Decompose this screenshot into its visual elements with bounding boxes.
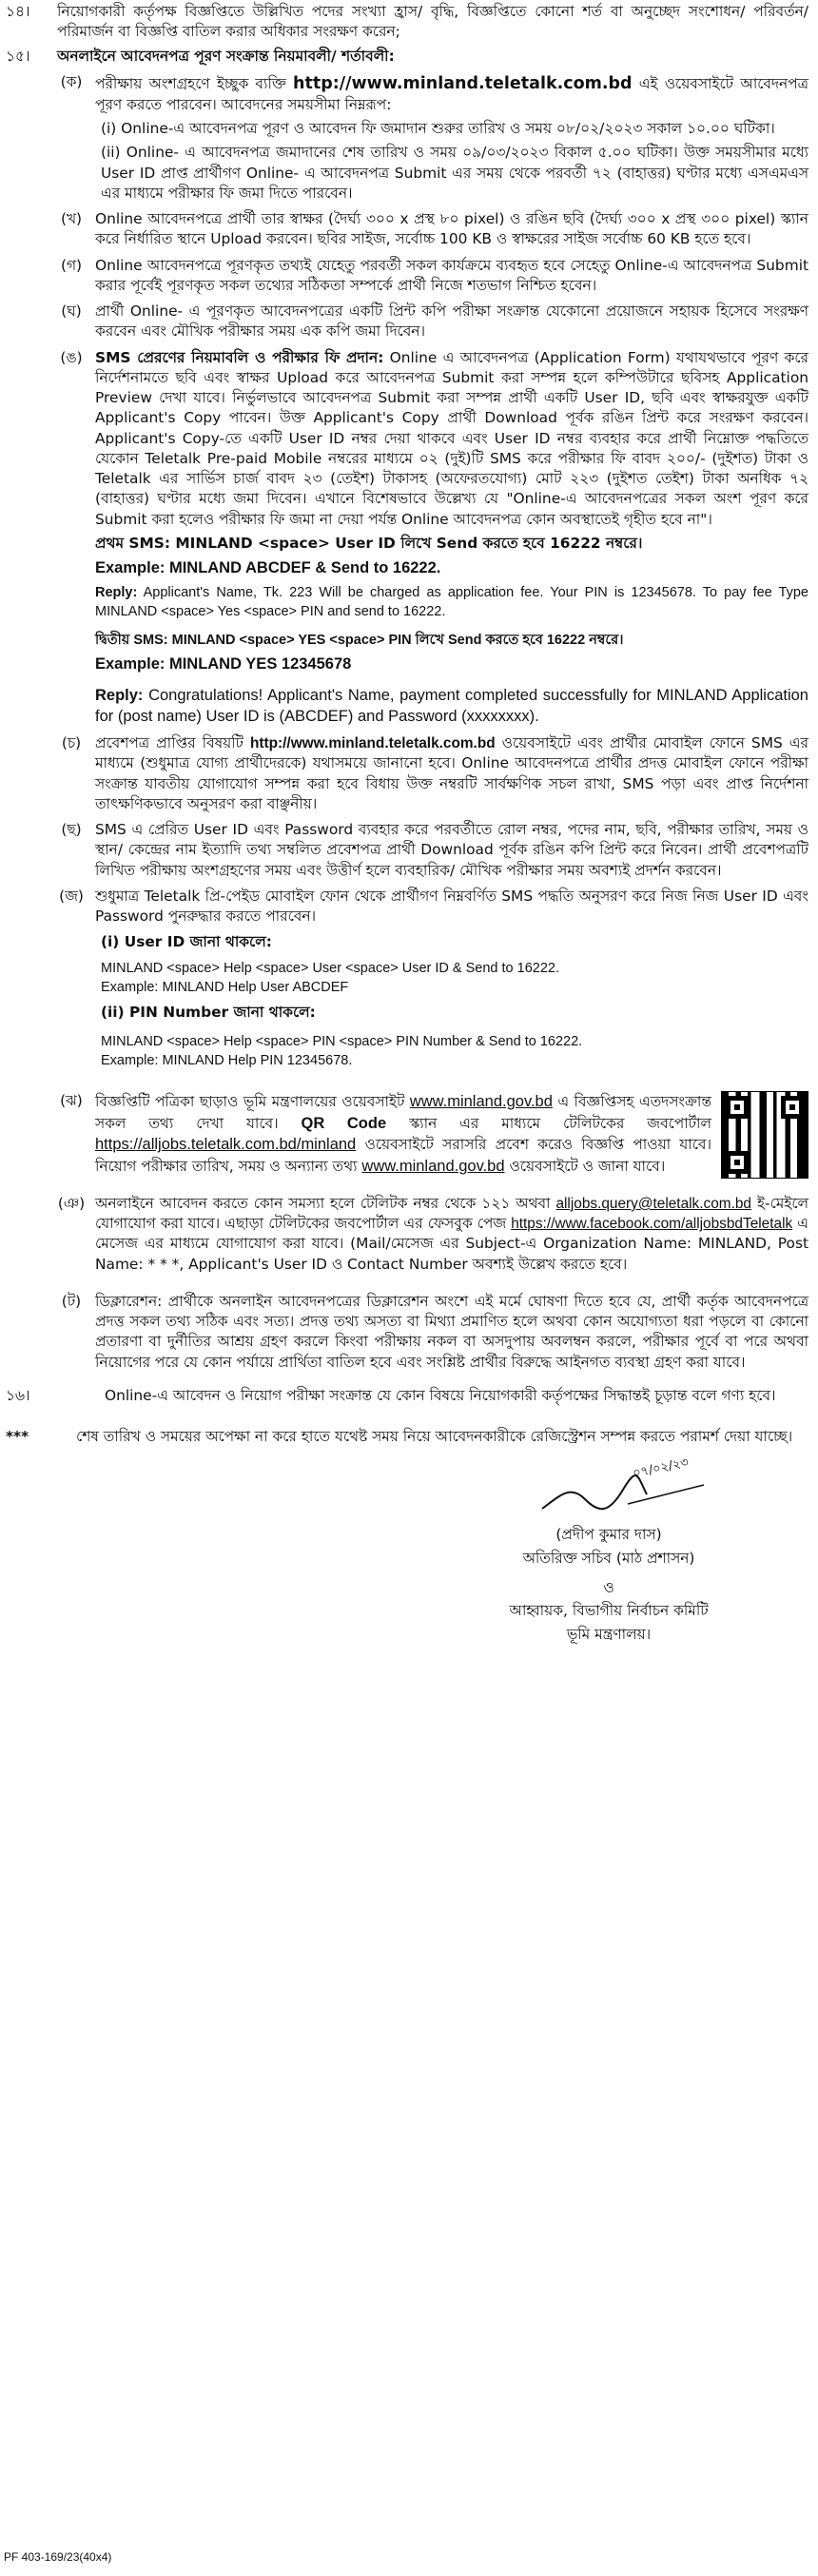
advisory-note — [0, 1427, 808, 1447]
clause-text: ওয়েবসাইটে ও জানা যাবে। — [509, 1158, 666, 1176]
signature-date: ০৭/০২/২৩ — [631, 1455, 691, 1482]
jobportal-link[interactable]: https://alljobs.teletalk.com.bd/minland — [95, 1136, 357, 1154]
clause-text: এই ওয়েবসাইটে আবেদনপত্র পূরণ করতে পারবেন। আবেদনের সময়সীমা নিম্নরূপ: — [95, 74, 808, 113]
note-stars: *** — [6, 1428, 29, 1446]
clause-heading: SMS প্রেরণের নিয়মাবলি ও পরীক্ষার ফি প্রদান: — [95, 348, 384, 366]
section-14 — [0, 2, 808, 43]
signatory-committee: আহ্বায়ক, বিভাগীয় নির্বাচন কমিটি — [509, 1602, 709, 1620]
userid-sms-example: Example: MINLAND Help User ABCDEF — [101, 979, 349, 995]
note-text: শেষ তারিখ ও সময়ের অপেক্ষা না করে হাতে যথেষ্ট সময় নিয়ে আবেদনকারীকে রেজিস্ট্রেশন সম্পন্ন করতে পরামর্শ দেয়া যাচ্ছে। — [76, 1428, 793, 1446]
clause-text: পরীক্ষায় অংশগ্রহণে ইচ্ছুক ব্যক্তি — [95, 74, 286, 92]
clause-ta — [0, 1292, 808, 1373]
signatory-name: (প্রদীপ কুমার দাস) — [555, 1526, 662, 1544]
clause-text: Online আবেদনপত্রে প্রার্থী তার স্বাক্ষর (দৈর্ঘ্য ৩০০ x প্রস্থ ৮০ pixel) ও রঙিন ছবি (দৈর্ঘ্য ৩০০ x প্রস্থ ৩০০ pixel) স্ক্যান করে নির্ধারিত স্থানে Upload করবেন। ছবির সাইজ, সর্বোচ্চ 100 KB ও স্বাক্ষরের সাইজ সর্বোচ্চ 60 KB হতে হবে। — [95, 210, 808, 248]
website-link[interactable]: http://www.minland.teletalk.com.bd — [293, 73, 633, 93]
clause-text: প্রার্থী Online- এ পূরণকৃত আবেদনপত্রের একটি প্রিন্ট কপি পরীক্ষা সংক্রান্ত যেকোনো প্রয়োজনে সহায়ক হিসেবে সংরক্ষণ করবেন এবং মৌখিক পরীক্ষার সময় এক কপি জমা দিবেন। — [95, 302, 808, 341]
clause-text: স্ক্যান এর মাধ্যমে টেলিটকের জবপোর্টাল — [409, 1114, 711, 1132]
clause-text: এ বিজ্ঞপ্তিসহ এতদসংক্রান্ত সকল তথ্য দেখা যাবে। — [95, 1092, 711, 1132]
reply-label: Reply: — [95, 584, 138, 600]
timeline-end: (ii) Online- এ আবেদনপত্র জমাদানের শেষ তারিখ ও সময় ০৯/০৩/২০২৩ বিকাল ৫.০০ ঘটিকা। উক্ত সময়সীমার মধ্যে User ID প্রাপ্ত প্রার্থীগণ Online- এ আবেদনপত্র Submit এর সময় থেকে পরবর্তী ৭২ (বাহাত্তর) ঘণ্টার মধ্যে এসএমএস এর মাধ্যমে পরীক্ষার ফি জমা দিতে পারবেন। — [101, 144, 808, 202]
print-code: PF 403-169/23(40x4) — [4, 2550, 112, 2564]
clause-text: প্রবেশপত্র প্রাপ্তির বিষয়টি — [95, 734, 243, 752]
userid-known-title: (i) User ID জানা থাকলে: — [101, 933, 272, 951]
clause-gha — [48, 302, 808, 342]
clause-nya — [0, 1194, 808, 1275]
section-15-title: অনলাইনে আবেদনপত্র পূরণ সংক্রান্ত নিয়মাবলী/ শর্তাবলী: — [57, 47, 395, 65]
first-sms-reply: Applicant's Name, Tk. 223 Will be charged as application fee. Your PIN is 12345678. To pay fee Type MINLAND <space> Yes <space> PIN and send to 16222. — [95, 584, 808, 619]
clause-text: ডিক্লারেশন: প্রার্থীকে অনলাইন আবেদনপত্রের ডিক্লারেশন অংশে এই মর্মে ঘোষণা দিতে হবে যে, প্রার্থী কর্তৃক আবেদনপত্রে প্রদত্ত সকল তথ্য সঠিক এবং সত্য। প্রদত্ত তথ্য অসত্য বা মিথ্যা প্রমাণিত হলে অথবা কোন অযোগ্যতা ধরা পড়লে বা কোনো প্রতারণা বা দুর্নীতির আশ্রয় গ্রহণ করলে কিংবা পরীক্ষায় নকল বা অসদুপায় অবলম্বন করলে, পরীক্ষার পূর্বে বা পরে অথবা নিয়োগের পরে যে কোন পর্যায়ে প্রার্থিতা বাতিল হবে এবং সংশ্লিষ্ট প্রার্থীর বিরুদ্ধে আইনগত ব্যবস্থা গ্রহণ করা যাবে। — [95, 1292, 808, 1371]
userid-sms-format: MINLAND <space> Help <space> User <space> User ID & Send to 16222. — [101, 960, 559, 976]
clause-label: (ঝ) — [60, 1091, 83, 1109]
section-number: ১৬। — [6, 1386, 30, 1404]
pin-sms-format: MINLAND <space> Help <space> PIN <space> PIN Number & Send to 16222. — [101, 1033, 583, 1049]
ministry-website-link[interactable]: www.minland.gov.bd — [409, 1092, 553, 1110]
second-sms-instruction: দ্বিতীয় SMS: MINLAND <space> YES <space> PIN লিখে Send করতে হবে 16222 নম্বরে। — [95, 632, 624, 648]
clause-label: (গ) — [60, 256, 83, 274]
clause-kha — [48, 209, 808, 250]
clause-text: Online আবেদনপত্রে পূরণকৃত তথ্যই যেহেতু পরবর্তী সকল কার্যক্রমে ব্যবহৃত হবে সেহেতু Online-এ আবেদনপত্র Submit করার পূর্বেই পূরণকৃত সকল তথ্যের সঠিকতা সম্পর্কে প্রার্থী নিজে শতভাগ নিশ্চিত হবেন। — [95, 256, 809, 294]
clause-label: (ছ) — [61, 821, 82, 839]
clause-text: ই-মেইলে যোগাযোগ করা যাবে। এছাড়া টেলিটকের জবপোর্টাল এর ফেসবুক পেজ — [95, 1194, 808, 1233]
clause-chha — [48, 820, 808, 881]
signature-block — [0, 1447, 808, 1685]
qr-code-label: QR Code — [301, 1114, 387, 1132]
clause-label: (খ) — [60, 210, 83, 228]
clause-label: (ক) — [60, 72, 83, 90]
second-sms-example: Example: MINLAND YES 12345678 — [95, 654, 352, 673]
clause-cha — [48, 733, 808, 814]
section-14-text: নিয়োগকারী কর্তৃপক্ষ বিজ্ঞপ্তিতে উল্লিখিত পদের সংখ্যা হ্রাস/ বৃদ্ধি, বিজ্ঞপ্তিতে কোনো শর্ত বা অনুচ্ছেদ সংশোধন/ পরিবর্তন/ পরিমার্জন বা বিজ্ঞপ্তি বাতিল করার অধিকার সংরক্ষণ করেন; — [57, 3, 808, 41]
signature-image — [533, 1456, 723, 1523]
signatory-ministry: ভূমি মন্ত্রণালয়। — [566, 1626, 652, 1644]
clause-text: SMS এ প্রেরিত User ID এবং Password ব্যবহার করে পরবর্তীতে রোল নম্বর, পদের নাম, ছবি, পরীক্ষার তারিখ, সময় ও স্থান/ কেন্দ্রের নাম ইত্যাদি তথ্য সম্বলিত প্রবেশপত্র প্রার্থী Download পূর্বক রঙিন কপি প্রিন্ট করে নিবেন। প্রার্থী প্রবেশপত্রটি লিখিত পরীক্ষায় অংশগ্রহণের সময় এবং উত্তীর্ণ হলে ব্যবহারিক/ মৌখিক পরীক্ষার সময় অবশ্যই প্রদর্শন করবেন। — [95, 821, 808, 879]
signatory-and: ও — [603, 1578, 614, 1596]
clause-label: (ট) — [61, 1292, 82, 1310]
clause-label: (ঘ) — [61, 302, 82, 321]
timeline-start: (i) Online-এ আবেদনপত্র পূরণ ও আবেদন ফি জমাদান শুরুর তারিখ ও সময় ০৮/০২/২০২৩ সকাল ১০.০০ ঘটিকা। — [101, 120, 775, 138]
second-sms-reply: Congratulations! Applicant's Name, payment completed successfully for MINLAND Application for (post name) User ID is (ABCDEF) and Password (xxxxxxxx). — [95, 686, 808, 726]
clause-text: বিজ্ঞপ্তিটি পত্রিকা ছাড়াও ভূমি মন্ত্রণালয়ের ওয়েবসাইট — [95, 1092, 405, 1110]
clause-ga — [48, 256, 808, 297]
clause-label: (ঙ) — [60, 348, 83, 366]
support-email-link[interactable]: alljobs.query@teletalk.com.bd — [555, 1195, 751, 1212]
clause-text: ওয়েবসাইটে সরাসরি প্রবেশ করেও বিজ্ঞপ্তি পাওয়া যাবে। নিয়োগ পরীক্ষার তারিখ, সময় ও অন্যান্য তথ্য — [95, 1136, 711, 1176]
section-15 — [0, 47, 808, 1070]
clause-text: এ মেসেজ এর মাধ্যমে যোগাযোগ করা যাবে। (Mail/মেসেজ এর Subject-এ Organization Name: MINLAND, Post Name: * * *, Applicant's User ID ও Contact Number অবশ্যই উল্লেখ করতে হবে। — [95, 1215, 808, 1273]
pin-sms-example: Example: MINLAND Help PIN 12345678. — [101, 1052, 353, 1068]
pin-known-title: (ii) PIN Number জানা থাকলে: — [101, 1003, 316, 1021]
clause-text: Online এ আবেদনপত্র (Application Form) যথাযথভাবে পূরণ করে নির্দেশনামতে ছবি এবং স্বাক্ষর Upload করে আবেদনপত্র Submit করা সম্পন্ন হলে কম্পিউটারে ছবিসহ Application Preview দেখা যাবে। নির্ভুলভাবে আবেদনপত্র Submit করা সম্পন্ন প্রার্থী একটি User ID, ছবি এবং স্বাক্ষরযুক্ত একটি Applicant's Copy পাবেন। উক্ত Applicant's Copy প্রার্থী Download পূর্বক রঙিন প্রিন্ট করে সংরক্ষণ করবেন। Applicant's Copy-তে একটি User ID নম্বর দেয়া থাকবে এবং User ID নম্বর ব্যবহার করে প্রার্থী নিম্নোক্ত পদ্ধতিতে যেকোন Teletalk Pre-paid Mobile নম্বরের মাধ্যমে ০২ (দুই)টি SMS করে পরীক্ষার ফি বাবদ ২০০/- (দুইশত) টাকা ও Teletalk এর সার্ভিস চার্জ বাবদ ২৩ (তেইশ) টাকাসহ (অফেরতযোগ্য) মোট ২২৩ (দুইশত তেইশ) টাকা অনধিক ৭২ (বাহাত্তর) ঘণ্টার মধ্যে জমা দিবেন। এখানে বিশেষভাবে উল্লেখ্য যে "Online-এ আবেদনপত্রের সকল অংশ পূরণ করে Submit করা হলেও পরীক্ষার ফি জমা না দেয়া পর্যন্ত Online আবেদনপত্র কোন অবস্থাতেই গৃহীত হবে না"। — [95, 348, 808, 528]
clause-label: (ঞ) — [57, 1194, 86, 1212]
section-16 — [0, 1386, 808, 1406]
first-sms-example: Example: MINLAND ABCDEF & Send to 16222. — [95, 559, 441, 577]
clause-uma — [48, 348, 808, 729]
ministry-website-link[interactable]: www.minland.gov.bd — [361, 1158, 505, 1176]
first-sms-instruction: প্রথম SMS: MINLAND <space> User ID লিখে Send করতে হবে 16222 নম্বরে। — [95, 534, 643, 552]
clause-text: ওয়েবসাইটে এবং প্রার্থীর মোবাইল ফোনে SMS এর মাধ্যমে (শুধুমাত্র যোগ্য প্রার্থীদেরকে) যথাসময়ে জানানো হবে। Online আবেদনপত্রে প্রার্থীর প্রদত্ত মোবাইল ফোনে পরীক্ষা সংক্রান্ত যাবতীয় যোগাযোগ সম্পন্ন করা হবে বিধায় উক্ত নম্বরটি সার্বক্ষণিক সচল রাখা, SMS পড়া এবং প্রাপ্ত নির্দেশনা তাৎক্ষণিকভাবে অনুসরণ করা বাঞ্ছনীয়। — [95, 734, 808, 812]
section-16-text: Online-এ আবেদন ও নিয়োগ পরীক্ষা সংক্রান্ত যে কোন বিষয়ে নিয়োগকারী কর্তৃপক্ষের সিদ্ধান্তই চূড়ান্ত বলে গণ্য হবে। — [105, 1386, 776, 1404]
clause-label: (জ) — [59, 887, 84, 905]
reply-label: Reply: — [95, 686, 144, 704]
qr-code-image[interactable] — [721, 1091, 808, 1179]
facebook-page-link[interactable]: https://www.facebook.com/alljobsbdTeletalk — [511, 1216, 793, 1233]
clause-text: শুধুমাত্র Teletalk প্রি-পেইড মোবাইল ফোন থেকে প্রার্থীগণ নিম্নবর্ণিত SMS পদ্ধতি অনুসরণ করে নিজ নিজ User ID এবং Password পুনরুদ্ধার করতে পারবেন। — [95, 887, 808, 926]
clause-label: (চ) — [61, 734, 82, 752]
clause-ja — [48, 887, 808, 1070]
section-number: ১৫। — [6, 47, 30, 65]
signatory-designation: অতিরিক্ত সচিব (মাঠ প্রশাসন) — [522, 1550, 695, 1568]
website-link[interactable]: http://www.minland.teletalk.com.bd — [249, 735, 496, 752]
clause-jha — [0, 1091, 808, 1179]
clause-ka — [48, 72, 808, 204]
section-number: ১৪। — [6, 3, 30, 20]
clause-text: অনলাইনে আবেদন করতে কোন সমস্যা হলে টেলিটক নম্বর থেকে ১২১ অথবা — [95, 1194, 551, 1212]
